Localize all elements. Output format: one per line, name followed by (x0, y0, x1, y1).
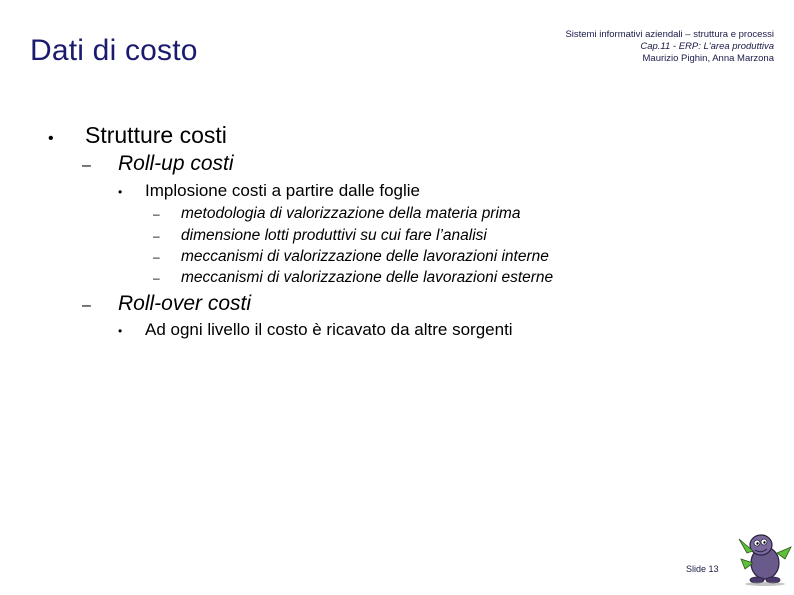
list-item-label: meccanismi di valorizzazione delle lavorazioni esterne (181, 269, 554, 286)
list-item-label: metodologia di valorizzazione della materia prima (181, 205, 521, 222)
bullet-dot-icon: • (118, 324, 123, 338)
list-item-subpoint (153, 269, 553, 287)
list-item-label: Roll-up costi (118, 152, 234, 175)
list-item-ad-ogni-livello (118, 320, 513, 340)
list-item-subpoint (153, 248, 549, 266)
bullet-dash-icon: – (82, 157, 91, 174)
header-authors: Maurizio Pighin, Anna Marzona (642, 53, 774, 64)
list-item-label: Ad ogni livello il costo è ricavato da altre sorgenti (145, 320, 513, 339)
bullet-dash-icon: – (153, 229, 160, 243)
list-item-strutture-costi (48, 122, 227, 149)
bullet-dash-icon: – (153, 271, 160, 285)
list-item-label: meccanismi di valorizzazione delle lavorazioni interne (181, 248, 549, 265)
list-item-subpoint (153, 227, 487, 245)
slide-number: Slide 13 (686, 564, 719, 574)
list-item-label: Roll-over costi (118, 292, 252, 315)
mascot-icon (733, 525, 793, 587)
bullet-dot-icon: • (118, 185, 123, 199)
list-item-implosione (118, 181, 420, 201)
list-item-roll-over (82, 292, 251, 316)
list-item-label: dimensione lotti produttivi su cui fare l’analisi (181, 227, 487, 244)
header-course: Sistemi informativi aziendali – struttura e processi (565, 29, 774, 40)
list-item-roll-up (82, 152, 234, 176)
list-item-subpoint (153, 205, 520, 223)
bullet-dash-icon: – (153, 207, 160, 221)
bullet-dash-icon: – (82, 297, 91, 314)
list-item-label: Strutture costi (85, 122, 227, 148)
header-chapter: Cap.11 - ERP: L'area produttiva (640, 41, 774, 52)
list-item-label: Implosione costi a partire dalle foglie (145, 181, 420, 200)
header-info (565, 29, 774, 65)
bullet-dot-icon: • (48, 130, 54, 147)
slide-title: Dati di costo (30, 34, 198, 67)
bullet-dash-icon: – (153, 250, 160, 264)
